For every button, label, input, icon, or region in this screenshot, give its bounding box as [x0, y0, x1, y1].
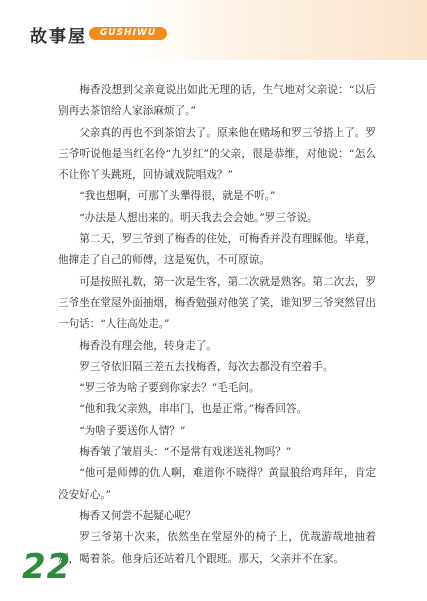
paragraph: 梅香皱了皱眉头：“不是常有戏迷送礼物吗？” — [79, 446, 292, 459]
paragraph: 罗三爷依旧隔三差五去找梅香，每次去都没有空着手。 — [79, 360, 334, 373]
paragraph: “我也想啊，可那丫头犟得很，就是不听。” — [79, 190, 276, 203]
paragraph: “他和我父亲熟，串串门，也是正常。”梅香回答。 — [79, 403, 308, 416]
page-header — [0, 0, 427, 60]
paragraph: “为啥子要送你人情？” — [79, 424, 186, 437]
paragraph: “办法是人想出来的。明天我去会会她。”罗三爷说。 — [79, 211, 318, 224]
paragraph: “罗三爷为啥子要到你家去？”毛毛问。 — [79, 382, 260, 395]
paragraph: 父亲真的再也不到茶馆去了。原来他在赌场和罗三爷搭上了。罗三爷听说他是当红名伶“九岁红”的父亲，很是恭维，对他说：“怎么不让你丫头跳班，回协诚戏院唱戏？” — [58, 126, 376, 182]
book-logo-badge: GUSHIWU — [89, 27, 167, 40]
page-number: 22 — [22, 547, 72, 587]
paragraph: 第二天，罗三爷到了梅香的住处，可梅香并没有理睬他。毕竟，他撺走了自己的师傅，这是冤仇，不可原谅。 — [58, 233, 376, 267]
book-logo-title: 故事屋 — [30, 27, 87, 47]
paragraph: 梅香又何尝不起疑心呢？ — [79, 509, 196, 522]
paragraph: 梅香没有理会他，转身走了。 — [79, 339, 217, 352]
paragraph: 梅香没想到父亲竟说出如此无理的话，生气地对父亲说：“以后别再去茶馆给人家添麻烦了。” — [58, 84, 376, 118]
paragraph: “他可是师傅的仇人啊，难道你不晓得？黄鼠狼给鸡拜年，肯定没安好心。” — [58, 467, 376, 501]
paragraph: 可是按照礼数，第一次是生客，第二次就是熟客。第二次去，罗三爷坐在堂屋外面抽烟，梅香勉强对他笑了笑，谁知罗三爷突然冒出一句话：“人往高处走。” — [58, 275, 376, 331]
paragraph: 罗三爷第十次来，依然坐在堂屋外的椅子上，优哉游哉地抽着烟，喝着茶。他身后还站着几个跟班。那天，父亲并不在家。 — [58, 531, 376, 565]
story-text — [58, 80, 376, 570]
